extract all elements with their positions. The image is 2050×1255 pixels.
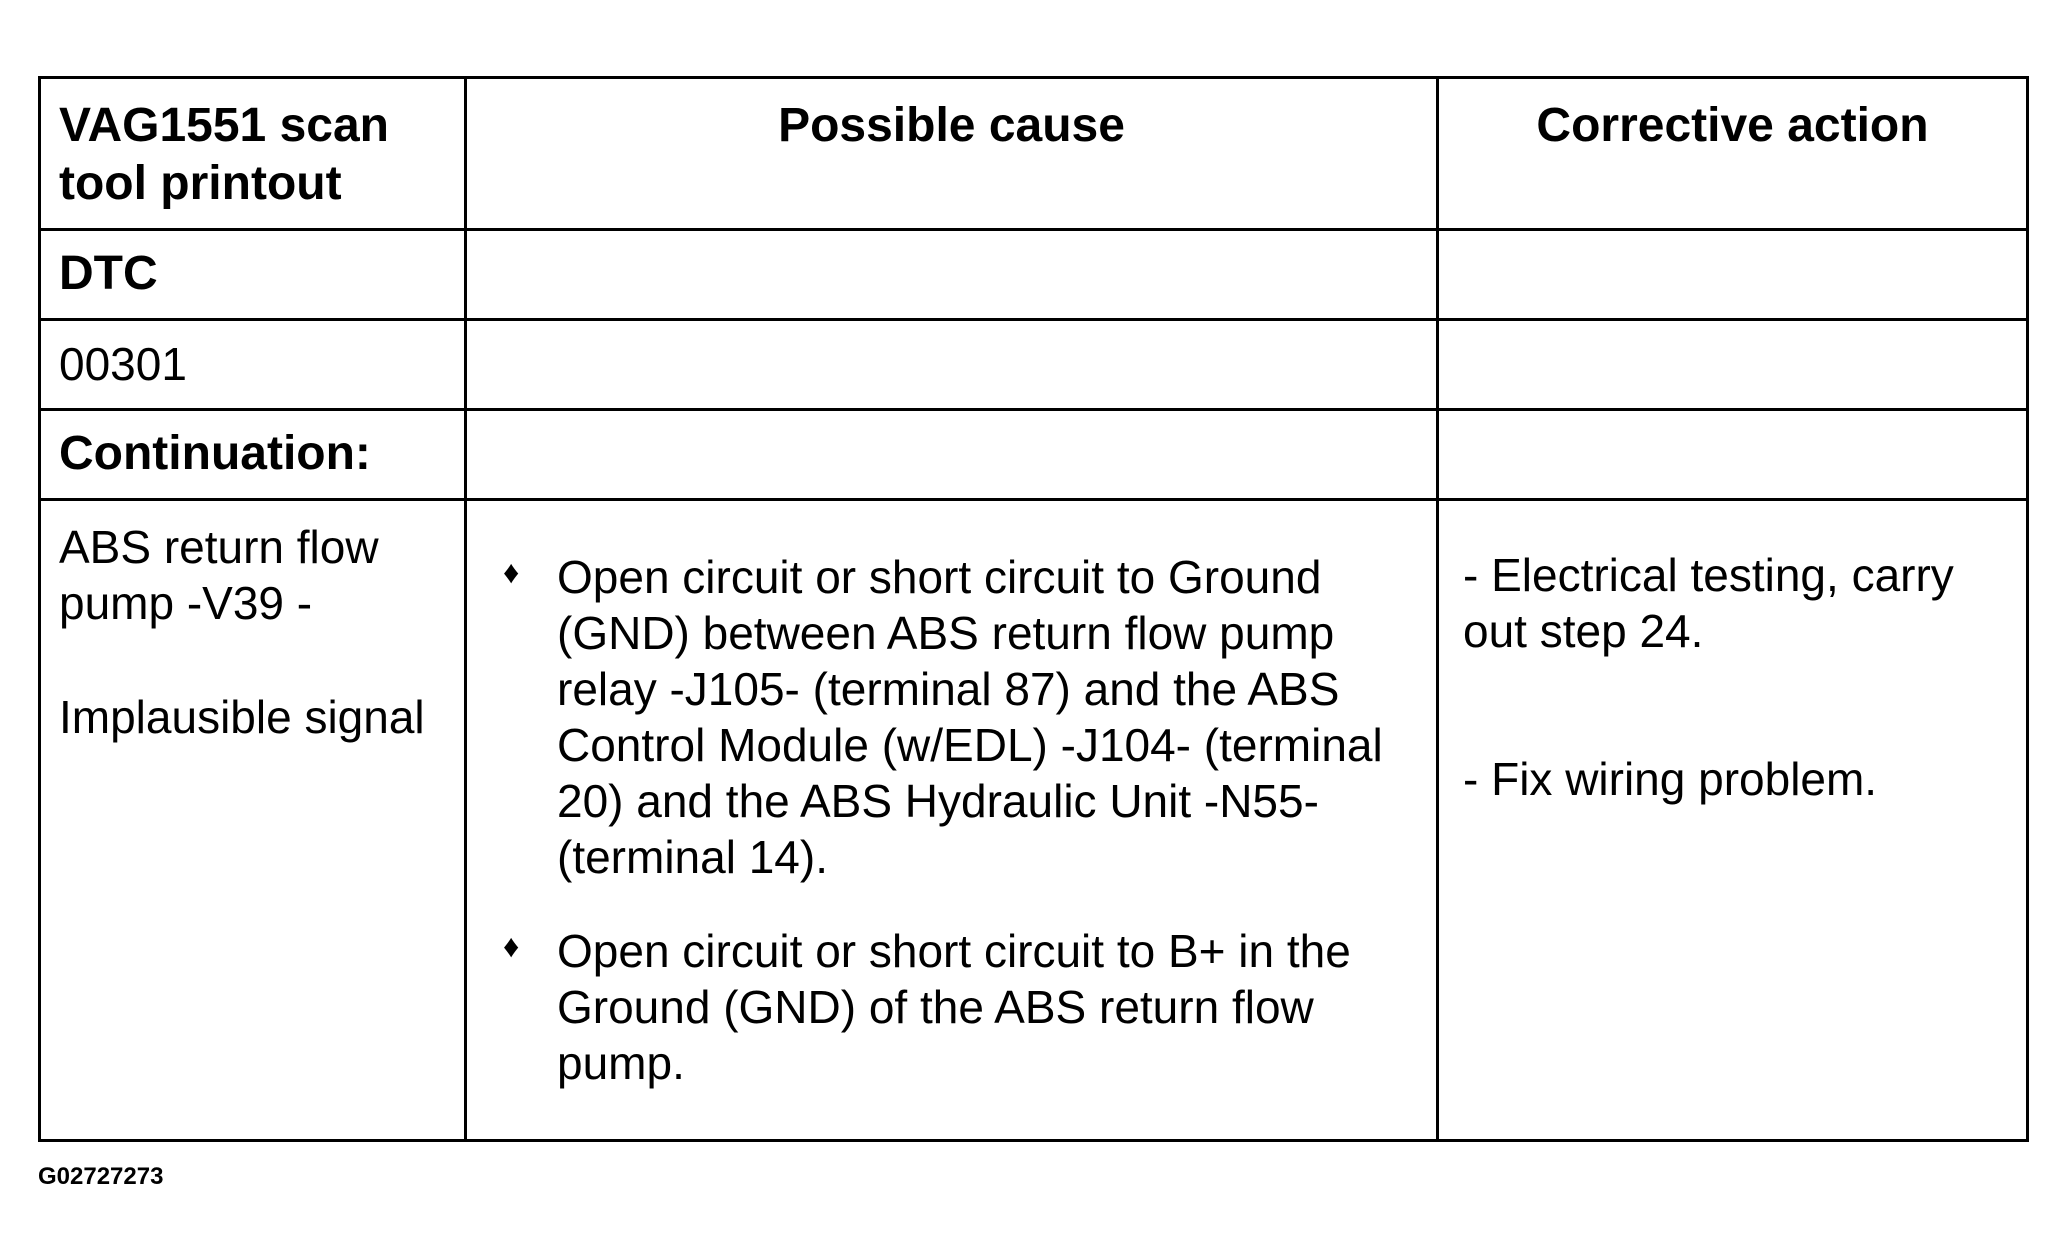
header-possible-cause: Possible cause [466,78,1438,230]
cause-text: Open circuit or short circuit to B+ in the Ground (GND) of the ABS return flow pump. [557,925,1351,1089]
empty-cell [466,230,1438,320]
dtc-code-row [40,320,2028,410]
empty-cell [1438,320,2028,410]
cause-list-item [503,549,1406,885]
component-name: ABS return flow pump -V39 - [59,521,379,629]
header-corrective-action: Corrective action [1438,78,2028,230]
cause-list-item [503,923,1406,1091]
header-row [40,78,2028,230]
dtc-label-row [40,230,2028,320]
figure-id: G02727273 [38,1163,164,1190]
header-scan-tool-printout: VAG1551 scan tool printout [40,78,466,230]
detail-row [40,500,2028,1141]
diamond-bullet-icon: ♦ [503,554,520,590]
component-cell [40,500,466,1141]
empty-cell [466,410,1438,500]
empty-cell [466,320,1438,410]
empty-cell [1438,410,2028,500]
continuation-row [40,410,2028,500]
dtc-label: DTC [40,230,466,320]
cause-text: Open circuit or short circuit to Ground (GND) between ABS return flow pump relay -J105- (terminal 87) and the ABS Control Module (w/EDL) -J104- (terminal 20) and the ABS Hydraulic Unit -N55- (terminal 14). [557,551,1383,883]
possible-cause-cell [466,500,1438,1141]
action-text: - Fix wiring problem. [1463,753,1878,805]
diagnostic-table [38,76,2029,1142]
dtc-code: 00301 [40,320,466,410]
corrective-action-cell [1438,500,2028,1141]
diamond-bullet-icon: ♦ [503,928,520,964]
condition-text: Implausible signal [59,691,425,743]
action-text: - Electrical testing, carry out step 24. [1463,549,1954,657]
continuation-label: Continuation: [40,410,466,500]
empty-cell [1438,230,2028,320]
